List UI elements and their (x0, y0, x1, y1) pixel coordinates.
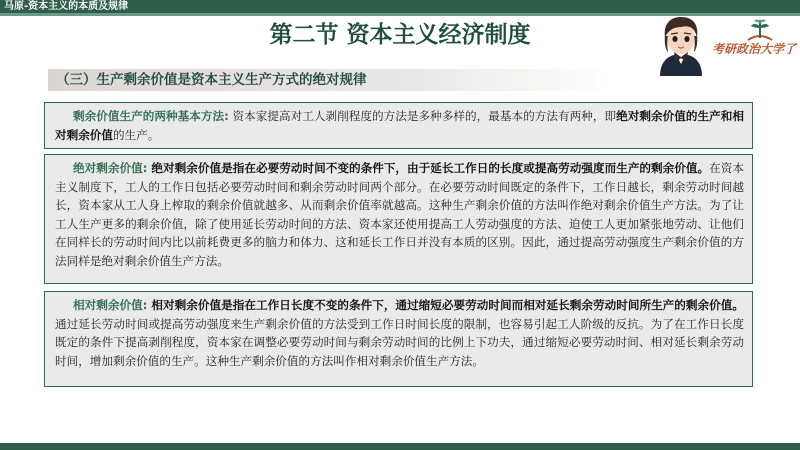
section-heading-text: （三）生产剩余价值是资本主义生产方式的绝对规律 (56, 72, 367, 88)
box-text: 在资本主义制度下，工人的工作日包括必要劳动时间和剩余劳动时间两个部分。在必要劳动时间既定的条件下，工作日越长，剩余劳动时间越长，资本家从工人身上榨取的剩余价值就越多、从而剩余价值率就越高。这种生产剩余价值的方法叫作绝对剩余价值生产方法。为了让工人生产更多的剩余价值，除了使用延长劳动时间的方法、资本家还使用提高工人劳动强度的方法、迫使工人更加紧张地劳动、让他们在同样长的劳动时间内比以前耗费更多的脑力和体力、这和延长工作日并没有本质的区别。因此，通过提高劳动强度生产剩余价值的方法同样是绝对剩余价值生产方法。 (55, 161, 744, 268)
definition-text: 相对剩余价值是指在工作日长度不变的条件下，通过缩短必要劳动时间而相对延长剩余劳动时间所生产的剩余价值。 (147, 298, 744, 312)
term-label: 绝对剩余价值: (73, 161, 148, 175)
brand-logo-icon (746, 16, 774, 42)
term-label: 剩余价值生产的两种基本方法: (73, 109, 229, 123)
term-label: 相对剩余价值: (73, 298, 148, 312)
brand-area (652, 14, 798, 76)
section-heading (48, 69, 614, 91)
emphasis-text: 绝对剩余价值的生产和相对剩余价值 (55, 109, 744, 142)
bottom-bar (0, 443, 800, 450)
box-relative-surplus-value (44, 291, 753, 387)
teacher-avatar-icon (652, 14, 710, 76)
course-label: 马原-资本主义的本质及规律 (4, 1, 129, 12)
box-absolute-surplus-value (44, 154, 753, 284)
definition-text: 绝对剩余价值是指在必要劳动时间不变的条件下，由于延长工作日的长度或提高劳动强度而生产的剩余价值。 (147, 161, 710, 175)
box-text: 的生产。 (112, 127, 160, 142)
brand-text: 考研政治大学了 (712, 42, 797, 56)
slide-title: 第二节 资本主义经济制度 (269, 21, 531, 48)
box-text: 资本家提高对工人剥削程度的方法是多种多样的，最基本的方法有两种，即 (228, 109, 617, 123)
box-text: 通过延长劳动时间或提高劳动强度来生产剩余价值的方法受到工作日时间长度的限制，也容易引起工人阶级的反抗。为了在工作日长度既定的条件下提高剥削程度，资本家在调整必要劳动时间与剩余劳动时间的比例上下功夫，通过缩短必要劳动时间、相对延长剩余劳动时间，增加剩余价值的生产。这种生产剩余价值的方法叫作相对剩余价值生产方法。 (55, 316, 744, 368)
box-two-methods (44, 102, 753, 149)
